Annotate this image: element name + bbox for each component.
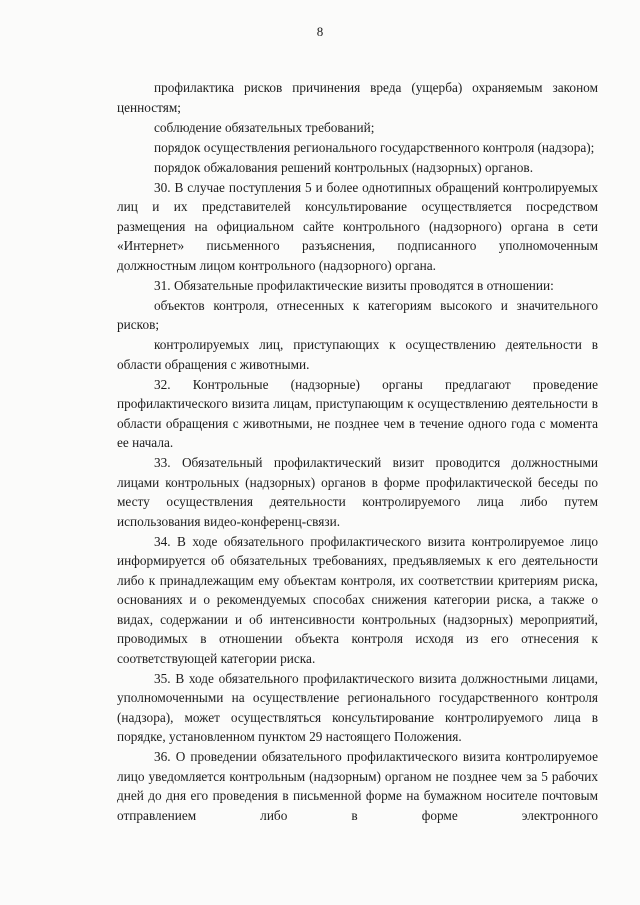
clause-33: 33. Обязательный профилактический визит проводится должностными лицами контрольных (надзорных) органов в форме профилактической беседы по месту осуществления деятельности контролируемого лица либо путем использования видео-конференц-связи. bbox=[117, 455, 598, 529]
clause-31-item-1: объектов контроля, отнесенных к категориям высокого и значительного рисков; bbox=[117, 297, 598, 332]
clause-32: 32. Контрольные (надзорные) органы предлагают проведение профилактического визита лицам, приступающим к осуществлению деятельности в области обращения с животными, не позднее чем в течение одного года с момента ее начала. bbox=[117, 376, 598, 450]
paragraph-prevention-risks: профилактика рисков причинения вреда (ущерба) охраняемым законом ценностям; bbox=[117, 80, 598, 115]
clause-35: 35. В ходе обязательного профилактического визита должностными лицами, уполномоченными на осуществление регионального государственного контроля (надзора), может осуществляться консультирование контролируемого лица в порядке, установленном пунктом 29 настоящего Положения. bbox=[117, 670, 598, 744]
page-number: 8 bbox=[316, 24, 324, 39]
clause-31-item-2: контролируемых лиц, приступающих к осуществлению деятельности в области обращения с животными. bbox=[117, 337, 598, 372]
clause-36: 36. О проведении обязательного профилактического визита контролируемое лицо уведомляется контрольным (надзорным) органом не позднее чем за 5 рабочих дней до дня его проведения в письменной форме на бумажном носителе почтовым отправлением либо в форме электронного bbox=[117, 749, 598, 823]
document-body bbox=[117, 78, 598, 826]
paragraph-appeal-procedure: порядок обжалования решений контрольных (надзорных) органов. bbox=[154, 159, 534, 175]
clause-30: 30. В случае поступления 5 и более однотипных обращений контролируемых лиц и их представителей консультирование осуществляется посредством размещения на официальном сайте контрольного (надзорного) органа в сети «Интернет» письменного разъяснения, подписанного уполномоченным должностным лицом контрольного (надзорного) органа. bbox=[117, 179, 598, 273]
paragraph-compliance: соблюдение обязательных требований; bbox=[154, 119, 375, 135]
clause-31: 31. Обязательные профилактические визиты проводятся в отношении: bbox=[154, 277, 554, 293]
clause-34: 34. В ходе обязательного профилактического визита контролируемое лицо информируется об обязательных требованиях, предъявляемых к его деятельности либо к принадлежащим ему объектам контроля, их соответствии критериям риска, основаниях и о рекомендуемых способах снижения категории риска, а также о видах, содержании и об интенсивности контрольных (надзорных) мероприятий, проводимых в отношении объекта контроля исходя из его отнесения к соответствующей категории риска. bbox=[117, 533, 598, 666]
paragraph-control-procedure: порядок осуществления регионального государственного контроля (надзора); bbox=[154, 139, 595, 155]
